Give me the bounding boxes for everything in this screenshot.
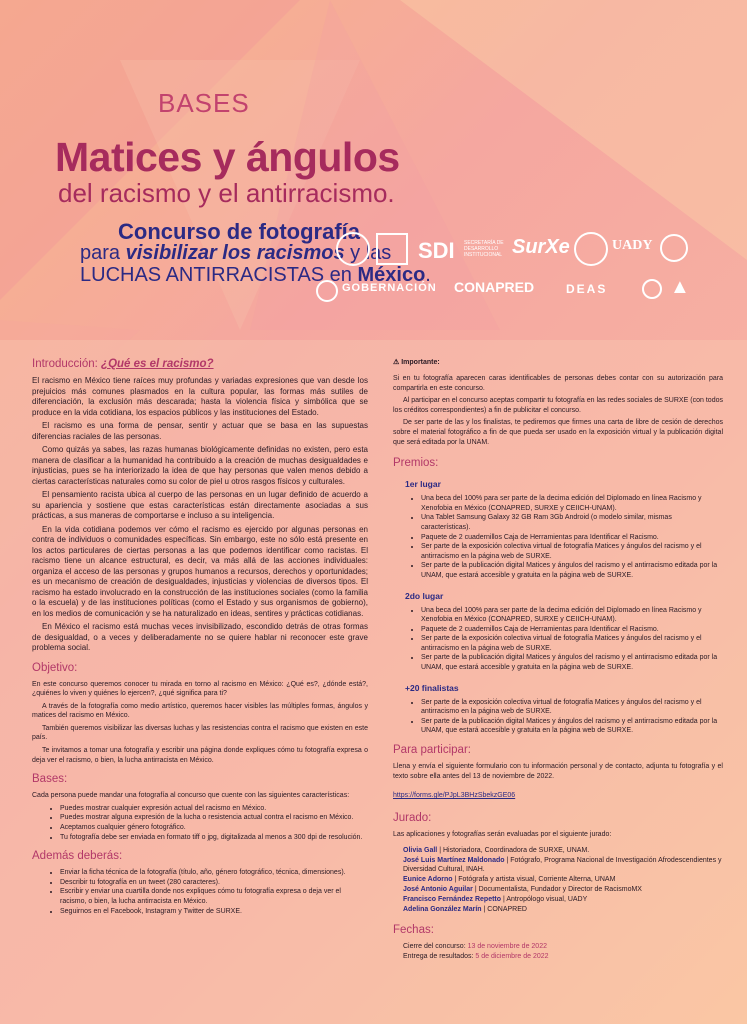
jury-member: Eunice Adorno | Fotógrafa y artista visual, Corriente Alterna, UNAM	[403, 876, 616, 884]
list-item: • Tu fotografía debe ser enviada en formato tiff o jpg, digitalizada al menos a 300 dpi de resolución.	[60, 833, 368, 843]
page-title: Matices y ángulos	[55, 134, 400, 180]
jurado-heading: Jurado:	[393, 812, 432, 825]
bases-intro: Cada persona puede mandar una fotografía al concurso que cuente con las siguientes características:	[32, 792, 350, 800]
list-item: • Puedes mostrar cualquier expresión actual del racismo en México.	[60, 804, 368, 814]
intro-paragraph: El racismo es una forma de pensar, sentir y actuar que se basa en las supuestas diferencias raciales de las personas.	[32, 421, 368, 441]
intro-paragraph: El pensamiento racista ubica al cuerpo de las personas en un lugar definido de acuerdo a su apariencia y sostiene que estas características están directamente asociadas a sus prácticas, a sus maneras de comportarse e incluso a su inteligencia.	[32, 490, 368, 520]
ademas-heading: Además deberás:	[32, 850, 123, 863]
jury-member: Francisco Fernández Repetto | Antropólogo visual, UADY	[403, 895, 588, 903]
list-item: • Una Tablet Samsung Galaxy 32 GB Ram 3Gb Android (o modelo similar, mismas características).	[421, 513, 723, 532]
finalists-title: +20 finalistas	[405, 682, 459, 693]
inah-crest-icon	[660, 234, 688, 262]
list-item: • Paquete de 2 cuadernillos Caja de Herramientas para Identificar el Racismo.	[421, 533, 723, 543]
ceiich-logo-icon	[376, 233, 408, 265]
first-place-title: 1er lugar	[405, 479, 441, 490]
hero-header	[0, 0, 747, 340]
jury-member: José Luis Martínez Maldonado | Fotógrafo, Programa Nacional de Investigación Afrodescendientes y Diversidad Cultural, INAH.	[403, 856, 722, 874]
list-item: • Ser parte de la exposición colectiva virtual de fotografía Matices y ángulos del racismo y el antirracismo en la página web de SURXE.	[421, 634, 723, 653]
intro-paragraph: En México el racismo está muchas veces invisibilizado, escondido detrás de otras formas de desigualdad, o a veces y deliberadamente no se quiere hablar ni reconocer este grave problema social.	[32, 622, 368, 652]
deas-logo: DEAS	[566, 282, 608, 296]
finalists-list	[393, 698, 723, 736]
list-item: • Ser parte de la publicación digital Matices y ángulos del racismo y el antirracismo editada por la UNAM, que estará accesible y gratuita en la página web de SURXE.	[421, 653, 723, 672]
list-item: • Ser parte de la publicación digital Matices y ángulos del racismo y el antirracismo editada por la UNAM, que estará accesible y gratuita en la página web de SURXE.	[421, 561, 723, 580]
importante-paragraph: Al participar en el concurso aceptas compartir tu fotografía en las redes sociales de SURXE (con todos los créditos correspondientes) a fin de publicitar el concurso.	[393, 397, 723, 414]
ademas-list	[32, 868, 368, 916]
second-place-title: 2do lugar	[405, 590, 444, 601]
contest-line-3: LUCHAS ANTIRRACISTAS en México.	[80, 264, 431, 286]
list-item: • Escribir y enviar una cuartilla donde nos expliques cómo tu fotografía expresa o deja ver el racismo, o bien, la lucha antirracista en México.	[60, 887, 368, 906]
jurado-intro: Las aplicaciones y fotografías serán evaluadas por el siguiente jurado:	[393, 831, 612, 839]
jury-member: Olivia Gall | Historiadora, Coordinadora de SURXE, UNAM.	[403, 846, 590, 854]
list-item: • Paquete de 2 cuadernillos Caja de Herramientas para Identificar el Racismo.	[421, 625, 723, 635]
list-item: • Ser parte de la exposición colectiva virtual de fotografía Matices y ángulos del racismo y el antirracismo en la página web de SURXE.	[421, 542, 723, 561]
list-item: • Una beca del 100% para ser parte de la decima edición del Diplomado en línea Racismo y Xenofobia en México (CONAPRED, SURXE y CEIICH-UNAM).	[421, 494, 723, 513]
second-place-list	[393, 606, 723, 673]
list-item: • Enviar la ficha técnica de la fotografía (título, año, género fotográfico, técnica, dimensiones).	[60, 868, 368, 878]
conapred-logo: CONAPRED	[454, 279, 535, 295]
list-item: • Aceptamos cualquier género fotográfico.	[60, 823, 368, 833]
unam-crest-icon	[336, 232, 370, 266]
objetivo-paragraph: En este concurso queremos conocer tu mirada en torno al racismo en México: ¿Qué es?, ¿dónde está?, ¿quiénes lo viven y quiénes lo ejercen?, ¿qué significa para ti?	[32, 680, 368, 698]
list-item: • Puedes mostrar alguna expresión de la lucha o resistencia actual contra el racismo en México.	[60, 813, 368, 823]
participar-heading: Para participar:	[393, 744, 471, 757]
objetivo-paragraph: También queremos visibilizar las diversas luchas y las resistencias contra el racismo que existen en este país.	[32, 724, 368, 742]
sponsor-logos	[330, 232, 740, 312]
intro-heading: Introducción: ¿Qué es el racismo?	[32, 358, 214, 370]
contest-line-2: para visibilizar los racismos y las	[80, 242, 392, 264]
objetivo-heading: Objetivo:	[32, 661, 78, 674]
jury-list	[403, 846, 723, 915]
intro-paragraph: Como quizás ya sabes, las razas humanas biológicamente definidas no existen, pero esta manera de clasificar a la humanidad ha contribuido a la creación de muchas desigualdades e injusticias, pues se ha interiorizado la idea de que hay personas que valen menos debido a ciertas características naturales como su color de piel u otros rasgos físicos y culturales.	[32, 445, 368, 486]
left-column	[32, 358, 368, 920]
list-item: • Una beca del 100% para ser parte de la decima edición del Diplomado en línea Racismo y Xenofobia en México (CONAPRED, SURXE y CEIICH-UNAM).	[421, 606, 723, 625]
fechas-heading: Fechas:	[393, 924, 434, 937]
list-item: • Seguirnos en el Facebook, Instagram y Twitter de SURXE.	[60, 907, 368, 917]
gobernacion-logo: GOBERNACIÓN	[342, 282, 437, 294]
right-column	[393, 358, 723, 962]
first-place-list	[393, 494, 723, 580]
intro-paragraph: En la vida cotidiana podemos ver cómo el racismo es ejercido por algunas personas en contra de individuos o comunidades específicas. Sin embargo, este no sólo está presente en los actos particulares de ciertas personas a las que podemos identificar como racistas. El racismo tiene un alcance estructural, es decir, va más allá de las acciones individuales: organiza el acceso de las personas y grupos humanos a recursos, derechos y oportunidades; es un mecanismo de creación de desigualdades, injusticias y violencias de diversos tipos. El racismo ha estado involucrado en la construcción de las instituciones sociales (como la familia o la escuela) y de las instituciones políticas (como el Estado y sus organismos de gobierno), en los medios de comunicación y se ha naturalizado en ideas, sentires y prácticas cotidianas.	[32, 524, 368, 618]
bases-label: BASES	[158, 88, 250, 118]
sdi-logo: SDI	[418, 238, 455, 263]
objetivo-paragraph: Te invitamos a tomar una fotografía y escribir una página donde expliques cómo tu fotografía expresa o deja ver el racismo, o bien, la lucha antirracista en México.	[32, 747, 368, 764]
sdi-logo-text: SECRETARÍA DE DESARROLLO INSTITUCIONAL	[464, 240, 504, 258]
participar-paragraph: Llena y envía el siguiente formulario con tu información personal y de contacto, adjunta tu fotografía y el texto sobre ella antes del 13 de noviembre de 2022.	[393, 763, 723, 780]
contest-title: Concurso de fotografía	[118, 219, 361, 244]
uady-crest-icon	[574, 232, 608, 266]
importante-paragraph: De ser parte de las y los finalistas, te pediremos que firmes una carta de libre de cesión de derechos sobre el material fotográfico a fin de que pueda ser usado en la exposición virtual y la publicación digital que será editada por la UNAM.	[393, 419, 723, 446]
bases-list	[32, 804, 368, 842]
bases-heading: Bases:	[32, 773, 68, 786]
content-panel	[0, 340, 747, 1024]
intro-paragraph: El racismo en México tiene raíces muy profundas y variadas expresiones que van desde los prejuicios más comunes plasmados en la cultura popular, las formas más sutiles de diferenciación, la exclusión más descarada; hasta la violencia física y simbólica que se produce en la vida cotidiana, los espacios públicos y las instituciones del Estado.	[32, 376, 368, 417]
partner-logo-icon	[642, 279, 662, 299]
importante-heading: ⚠ Importante:	[393, 359, 440, 366]
form-link[interactable]: https://forms.gle/PJpL3BHzSbekzGE06	[393, 792, 516, 800]
jury-member: José Antonio Aguilar | Documentalista, Fundador y Director de RacismoMX	[403, 886, 642, 893]
gobernacion-crest-icon	[316, 280, 338, 302]
fecha-cierre: Cierre del concurso: 13 de noviembre de 2022	[403, 943, 547, 951]
list-item: • Ser parte de la publicación digital Matices y ángulos del racismo y el antirracismo editada por la UNAM, que estará accesible y gratuita en la página web de SURXE.	[421, 717, 723, 736]
page-subtitle: del racismo y el antirracismo.	[58, 178, 395, 208]
importante-paragraph: Si en tu fotografía aparecen caras identificables de personas debes contar con su autorización para compartirla en este concurso.	[393, 375, 723, 392]
uady-logo: UADY	[612, 238, 653, 253]
jury-member: Adelina González Marín | CONAPRED	[403, 905, 527, 913]
premios-heading: Premios:	[393, 457, 439, 470]
fecha-entrega: Entrega de resultados: 5 de diciembre de 2022	[403, 953, 549, 961]
objetivo-paragraph: A través de la fotografía como medio artístico, queremos hacer visibles las múltiples formas, ángulos y matices del racismo en México.	[32, 702, 368, 720]
list-item: • Describir tu fotografía en un tweet (280 caracteres).	[60, 878, 368, 888]
list-item: • Ser parte de la exposición colectiva virtual de fotografía Matices y ángulos del racismo y el antirracismo en la página web de SURXE.	[421, 698, 723, 717]
a-logo-icon: ▲	[670, 276, 690, 298]
surxe-logo: SurXe	[512, 236, 570, 258]
